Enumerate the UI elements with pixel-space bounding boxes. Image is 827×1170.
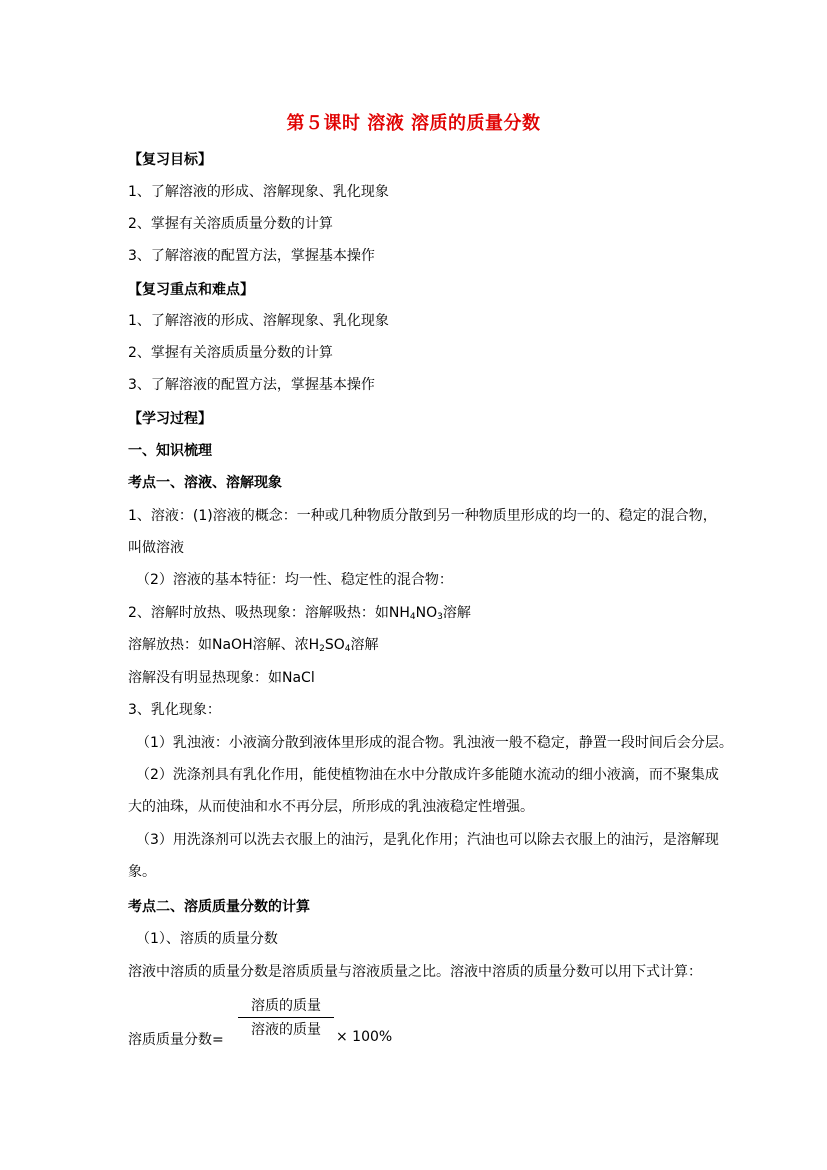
kp1-p9-line2: 象。 <box>128 864 156 880</box>
kp1-p8-line2: 大的油珠，从而使油和水不再分层，所形成的乳浊液稳定性增强。 <box>128 799 534 815</box>
kp2-p1: （1）、溶质的质量分数 <box>136 931 278 947</box>
objectives-heading: 【复习目标】 <box>128 152 212 168</box>
page-title: 第５课时 溶液 溶质的质量分数 <box>286 113 541 134</box>
keypoint-item: 2、掌握有关溶质质量分数的计算 <box>128 345 333 361</box>
kp1-heading: 考点一、溶液、溶解现象 <box>128 475 282 491</box>
fraction-bar <box>238 1017 334 1018</box>
kp1-p7: （1）乳浊液：小液滴分散到液体里形成的混合物。乳浊液一般不稳定，静置一段时间后会分层。 <box>136 735 733 751</box>
chemical-formula: $H_2SO_4$ <box>308 637 351 654</box>
formula-denominator: 溶液的质量 <box>251 1022 321 1038</box>
kp1-p1-line1: 1、溶液：(1)溶液的概念：一种或几种物质分散到另一种物质里形成的均一的、稳定的混合物， <box>128 508 717 524</box>
section-heading: 一、知识梳理 <box>128 443 212 459</box>
formula-multiplier: × 100% <box>336 1029 393 1045</box>
chemical-formula: $NH_4NO_3$ <box>388 605 443 622</box>
process-heading: 【学习过程】 <box>128 411 212 427</box>
objective-item: 1、了解溶液的形成、溶解现象、乳化现象 <box>128 184 389 200</box>
mass-fraction-formula <box>238 996 334 1040</box>
kp1-p8-line1: （2）洗涤剂具有乳化作用，能使植物油在水中分散成许多能随水流动的细小液滴，而不聚集成 <box>136 767 719 783</box>
formula-numerator: 溶质的质量 <box>251 998 321 1014</box>
kp1-p4: 溶解放热：如NaOH溶解、浓$H_2SO_4$溶解 <box>128 637 379 654</box>
kp1-p5: 溶解没有明显热现象：如NaCl <box>128 670 315 686</box>
kp1-p2: （2）溶液的基本特征：均一性、稳定性的混合物： <box>136 572 453 588</box>
kp1-p1-line2: 叫做溶液 <box>128 540 184 556</box>
kp1-p6: 3、乳化现象： <box>128 702 221 718</box>
kp1-p9-line1: （3）用洗涤剂可以洗去衣服上的油污，是乳化作用；汽油也可以除去衣服上的油污，是溶解现 <box>136 832 719 848</box>
keypoints-heading: 【复习重点和难点】 <box>128 282 254 298</box>
objective-item: 2、掌握有关溶质质量分数的计算 <box>128 216 333 232</box>
kp1-p3-text: 2、溶解时放热、吸热现象：溶解吸热：如 <box>128 605 389 621</box>
keypoint-item: 3、了解溶液的配置方法，掌握基本操作 <box>128 377 375 393</box>
objective-item: 3、了解溶液的配置方法，掌握基本操作 <box>128 248 375 264</box>
kp2-p2: 溶液中溶质的质量分数是溶质质量与溶液质量之比。溶液中溶质的质量分数可以用下式计算： <box>128 964 702 980</box>
kp2-heading: 考点二、溶质质量分数的计算 <box>128 899 310 915</box>
keypoint-item: 1、了解溶液的形成、溶解现象、乳化现象 <box>128 313 389 329</box>
formula-label: 溶质质量分数= <box>128 1032 224 1048</box>
kp1-p3: 2、溶解时放热、吸热现象：溶解吸热：如$NH_4NO_3$溶解 <box>128 605 471 622</box>
